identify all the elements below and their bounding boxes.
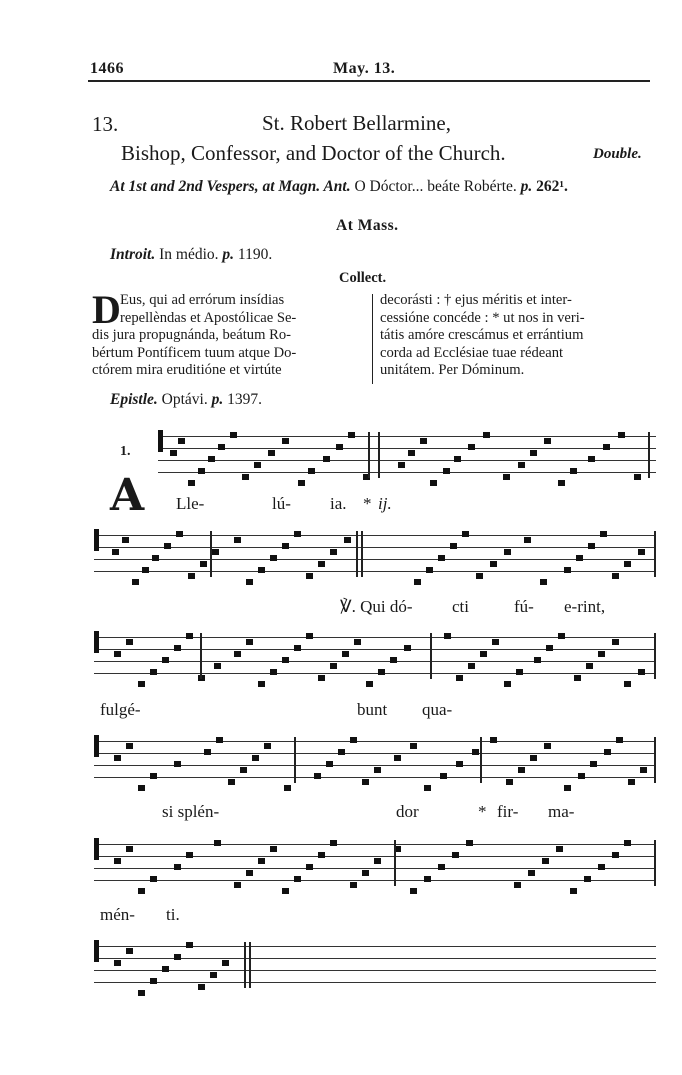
bar-line: [368, 432, 370, 478]
neume-note: [298, 480, 305, 486]
neume-note: [600, 531, 607, 537]
introit-page-label: p.: [222, 246, 235, 263]
bar-line: [654, 840, 656, 886]
neume-note: [338, 749, 345, 755]
neume-note: [174, 864, 181, 870]
neume-note: [420, 438, 427, 444]
neume-note: [586, 663, 593, 669]
vespers-text: O Dóctor... beáte Robérte.: [354, 178, 517, 195]
epistle-line: [110, 391, 262, 409]
vespers-line: [110, 178, 568, 196]
staff-line: [94, 777, 656, 778]
neume-note: [504, 549, 511, 555]
neume-note: [374, 858, 381, 864]
feast-day-number: 13.: [92, 112, 119, 136]
neume-note: [394, 755, 401, 761]
lyric-asterisk: *: [478, 802, 487, 821]
staff-line: [94, 753, 656, 754]
neume-note: [616, 737, 623, 743]
lyric-syllable: cti: [452, 597, 469, 616]
neume-note: [282, 438, 289, 444]
lyric-syllable: dor: [396, 802, 419, 821]
neume-note: [246, 870, 253, 876]
neume-note: [480, 651, 487, 657]
neume-note: [438, 555, 445, 561]
neume-note: [294, 645, 301, 651]
neume-note: [638, 549, 645, 555]
introit-text: In médio.: [159, 246, 219, 263]
lyric-syllable: mén-: [100, 905, 135, 924]
neume-note: [504, 681, 511, 687]
neume-note: [456, 761, 463, 767]
neume-note: [214, 840, 221, 846]
collect-right-line: unitátem. Per Dóminum.: [380, 362, 525, 379]
neume-note: [254, 462, 261, 468]
neume-note: [542, 858, 549, 864]
lyric-syllable: ia.: [330, 494, 347, 513]
neume-note: [138, 681, 145, 687]
neume-note: [138, 785, 145, 791]
lyric-syllable: ti.: [166, 905, 180, 924]
neume-note: [208, 456, 215, 462]
neume-note: [150, 773, 157, 779]
neume-note: [570, 888, 577, 894]
epistle-page-ref: 1397.: [227, 391, 262, 408]
collect-left-column: [92, 287, 368, 380]
neume-note: [452, 852, 459, 858]
neume-note: [294, 531, 301, 537]
neume-note: [306, 633, 313, 639]
neume-note: [246, 639, 253, 645]
epistle-text: Optávi.: [161, 391, 208, 408]
neume-note: [584, 876, 591, 882]
neume-note: [330, 663, 337, 669]
neume-note: [114, 651, 121, 657]
neume-note: [122, 537, 129, 543]
neume-note: [578, 773, 585, 779]
neume-note: [240, 767, 247, 773]
neume-note: [414, 579, 421, 585]
neume-note: [534, 657, 541, 663]
neume-note: [518, 462, 525, 468]
neume-note: [336, 444, 343, 450]
neume-note: [410, 888, 417, 894]
neume-note: [628, 779, 635, 785]
neume-note: [468, 444, 475, 450]
collect-drop-cap: D: [92, 287, 121, 332]
neume-note: [598, 864, 605, 870]
neume-note: [483, 432, 490, 438]
lyric-syllable: si splén-: [162, 802, 220, 821]
clef-mark: [94, 838, 99, 860]
lyric-syllable: fir-: [497, 802, 519, 821]
neume-note: [514, 882, 521, 888]
neume-note: [588, 543, 595, 549]
staff-line: [94, 844, 656, 845]
chant-staff: [94, 631, 656, 679]
neume-note: [374, 767, 381, 773]
collect-left-line: dis jura propugnánda, beátum Ro-: [92, 327, 291, 344]
neume-note: [408, 450, 415, 456]
neume-note: [612, 573, 619, 579]
bar-line: [648, 432, 650, 478]
neume-note: [466, 840, 473, 846]
neume-note: [362, 779, 369, 785]
neume-note: [640, 767, 647, 773]
neume-note: [443, 468, 450, 474]
neume-note: [268, 450, 275, 456]
neume-note: [398, 462, 405, 468]
neume-note: [590, 761, 597, 767]
feast-title: St. Robert Bellarmine,: [262, 111, 451, 135]
neume-note: [150, 876, 157, 882]
neume-note: [318, 561, 325, 567]
double-bar-line: [361, 531, 363, 577]
staff-line: [94, 673, 656, 674]
bar-line: [394, 840, 396, 886]
vespers-label: At 1st and 2nd Vespers, at Magn. Ant.: [110, 178, 351, 195]
neume-note: [126, 743, 133, 749]
neume-note: [424, 785, 431, 791]
clef-mark: [94, 735, 99, 757]
neume-note: [188, 573, 195, 579]
neume-note: [112, 549, 119, 555]
neume-note: [246, 579, 253, 585]
neume-note: [476, 573, 483, 579]
neume-note: [270, 555, 277, 561]
page-number: 1466: [90, 60, 124, 77]
lyric-syllable: lú-: [272, 494, 291, 513]
staff-line: [94, 946, 656, 947]
epistle-label: Epistle.: [110, 391, 158, 408]
neume-note: [604, 749, 611, 755]
staff-line: [94, 970, 656, 971]
neume-note: [424, 876, 431, 882]
neume-note: [404, 645, 411, 651]
neume-note: [242, 474, 249, 480]
bar-line: [654, 531, 656, 577]
neume-note: [330, 840, 337, 846]
neume-note: [176, 531, 183, 537]
neume-note: [228, 779, 235, 785]
neume-note: [138, 990, 145, 996]
chant-staff: [94, 529, 656, 577]
lyric-syllable: fú-: [514, 597, 534, 616]
neume-note: [138, 888, 145, 894]
neume-note: [174, 761, 181, 767]
staff-line: [94, 982, 656, 983]
neume-note: [456, 675, 463, 681]
neume-note: [282, 888, 289, 894]
neume-note: [284, 785, 291, 791]
neume-note: [198, 984, 205, 990]
collect-left-line: repellèndas et Apostólicae Se-: [120, 309, 297, 326]
lyric-asterisk: *: [363, 494, 372, 513]
neume-note: [198, 468, 205, 474]
lyric-syllable: fulgé-: [100, 700, 141, 719]
staff-line: [158, 460, 656, 461]
neume-note: [468, 663, 475, 669]
neume-note: [230, 432, 237, 438]
neume-note: [544, 438, 551, 444]
neume-note: [544, 743, 551, 749]
neume-note: [546, 645, 553, 651]
neume-note: [558, 480, 565, 486]
neume-note: [170, 450, 177, 456]
neume-note: [150, 978, 157, 984]
staff-line: [158, 472, 656, 473]
neume-note: [450, 543, 457, 549]
neume-note: [282, 657, 289, 663]
neume-note: [588, 456, 595, 462]
neume-note: [330, 549, 337, 555]
neume-note: [186, 852, 193, 858]
staff-line: [94, 571, 656, 572]
neume-note: [344, 537, 351, 543]
neume-note: [530, 450, 537, 456]
neume-note: [354, 639, 361, 645]
neume-note: [350, 737, 357, 743]
neume-note: [210, 972, 217, 978]
neume-note: [264, 743, 271, 749]
neume-note: [348, 432, 355, 438]
neume-note: [570, 468, 577, 474]
neume-note: [200, 561, 207, 567]
double-bar-line: [249, 942, 251, 988]
neume-note: [234, 651, 241, 657]
neume-note: [212, 549, 219, 555]
neume-note: [162, 657, 169, 663]
introit-label: Introit.: [110, 246, 156, 263]
neume-note: [558, 633, 565, 639]
neume-note: [216, 737, 223, 743]
neume-note: [524, 537, 531, 543]
neume-note: [556, 846, 563, 852]
clef-mark: [94, 529, 99, 551]
neume-note: [162, 966, 169, 972]
neume-note: [308, 468, 315, 474]
neume-note: [430, 480, 437, 486]
staff-line: [158, 448, 656, 449]
bar-line: [210, 531, 212, 577]
chant-staff: [94, 940, 656, 988]
vespers-page-ref: 262¹.: [536, 178, 568, 195]
staff-line: [94, 637, 656, 638]
epistle-page-label: p.: [211, 391, 224, 408]
neume-note: [326, 761, 333, 767]
neume-note: [174, 645, 181, 651]
neume-note: [574, 675, 581, 681]
neume-note: [564, 785, 571, 791]
neume-note: [222, 960, 229, 966]
neume-note: [612, 639, 619, 645]
feast-subtitle: Bishop, Confessor, and Doctor of the Church.: [121, 141, 506, 165]
neume-note: [174, 954, 181, 960]
at-mass-heading: At Mass.: [336, 217, 399, 234]
neume-note: [603, 444, 610, 450]
bar-line: [654, 737, 656, 783]
neume-note: [282, 543, 289, 549]
neume-note: [624, 561, 631, 567]
header-rule: [88, 80, 650, 82]
neume-note: [612, 852, 619, 858]
neume-note: [186, 633, 193, 639]
clef-mark: [158, 430, 163, 452]
neume-note: [258, 681, 265, 687]
introit-page-ref: 1190.: [237, 246, 273, 263]
collect-right-line: tátis amóre crescámus et errántium: [380, 327, 584, 344]
neume-note: [214, 663, 221, 669]
lyric-syllable: e-rint,: [564, 597, 606, 616]
neume-note: [576, 555, 583, 561]
neume-note: [490, 737, 497, 743]
neume-note: [234, 882, 241, 888]
neume-note: [132, 579, 139, 585]
bar-line: [200, 633, 202, 679]
neume-note: [186, 942, 193, 948]
mode-number: 1.: [120, 444, 131, 459]
neume-note: [318, 675, 325, 681]
neume-note: [634, 474, 641, 480]
neume-note: [142, 567, 149, 573]
neume-note: [618, 432, 625, 438]
collect-left-line: ctórem mira eruditióne et virtúte: [92, 362, 282, 379]
double-bar-line: [244, 942, 246, 988]
neume-note: [188, 480, 195, 486]
neume-note: [114, 858, 121, 864]
collect-right-line: decorásti : † ejus méritis et inter-: [380, 292, 572, 308]
neume-note: [342, 651, 349, 657]
bar-line: [430, 633, 432, 679]
neume-note: [472, 749, 479, 755]
neume-note: [270, 846, 277, 852]
vespers-page-label: p.: [520, 178, 533, 195]
neume-note: [323, 456, 330, 462]
neume-note: [234, 537, 241, 543]
bar-line: [378, 432, 380, 478]
neume-note: [114, 755, 121, 761]
neume-note: [624, 681, 631, 687]
neume-note: [516, 669, 523, 675]
neume-note: [164, 543, 171, 549]
collect-right-line: corda ad Ecclésiae tuae rédeant: [380, 344, 564, 361]
neume-note: [114, 960, 121, 966]
neume-note: [503, 474, 510, 480]
collect-heading: Collect.: [339, 270, 387, 286]
collect-left-line: bértum Pontíficem tuum atque Do-: [92, 344, 297, 361]
neume-note: [306, 864, 313, 870]
column-divider: [372, 294, 373, 384]
collect-left-line: Eus, qui ad errórum insídias: [120, 292, 285, 308]
neume-note: [258, 567, 265, 573]
neume-note: [270, 669, 277, 675]
double-bar-line: [356, 531, 358, 577]
neume-note: [490, 561, 497, 567]
neume-note: [518, 767, 525, 773]
neume-note: [126, 639, 133, 645]
bar-line: [294, 737, 296, 783]
neume-note: [410, 743, 417, 749]
chant-staff: [158, 430, 656, 478]
neume-note: [362, 870, 369, 876]
neume-note: [440, 773, 447, 779]
neume-note: [366, 681, 373, 687]
lyric-syllable: ℣. Qui dó-: [340, 597, 413, 616]
staff-line: [94, 661, 656, 662]
neume-note: [492, 639, 499, 645]
neume-note: [178, 438, 185, 444]
neume-note: [126, 846, 133, 852]
neume-note: [294, 876, 301, 882]
neume-note: [252, 755, 259, 761]
feast-rank: Double.: [593, 146, 642, 162]
neume-note: [506, 779, 513, 785]
neume-note: [454, 456, 461, 462]
lyric-syllable: ma-: [548, 802, 575, 821]
neume-note: [564, 567, 571, 573]
neume-note: [528, 870, 535, 876]
staff-line: [94, 880, 656, 881]
clef-mark: [94, 940, 99, 962]
running-title: May. 13.: [333, 60, 396, 77]
neume-note: [126, 948, 133, 954]
chant-initial: A: [110, 470, 145, 521]
neume-note: [638, 669, 645, 675]
neume-note: [378, 669, 385, 675]
neume-note: [204, 749, 211, 755]
staff-line: [94, 559, 656, 560]
chant-staff: [94, 735, 656, 783]
introit-line: [110, 246, 272, 264]
neume-note: [152, 555, 159, 561]
neume-note: [306, 573, 313, 579]
neume-note: [438, 864, 445, 870]
staff-line: [94, 547, 656, 548]
bar-line: [654, 633, 656, 679]
neume-note: [218, 444, 225, 450]
collect-right-line: cessióne concéde : * ut nos in veri-: [380, 309, 585, 326]
lyric-syllable: qua-: [422, 700, 453, 719]
neume-note: [258, 858, 265, 864]
neume-note: [598, 651, 605, 657]
neume-note: [624, 840, 631, 846]
chant-staff: [94, 838, 656, 886]
neume-note: [350, 882, 357, 888]
collect-right-column: [380, 292, 656, 380]
staff-line: [94, 741, 656, 742]
clef-mark: [94, 631, 99, 653]
neume-note: [540, 579, 547, 585]
neume-note: [150, 669, 157, 675]
neume-note: [314, 773, 321, 779]
neume-note: [444, 633, 451, 639]
neume-note: [426, 567, 433, 573]
lyric-syllable: Lle-: [176, 494, 205, 513]
neume-note: [462, 531, 469, 537]
neume-note: [390, 657, 397, 663]
neume-note: [318, 852, 325, 858]
lyric-syllable: bunt: [357, 700, 388, 719]
lyric-syllable: ij.: [378, 494, 392, 513]
neume-note: [530, 755, 537, 761]
bar-line: [480, 737, 482, 783]
